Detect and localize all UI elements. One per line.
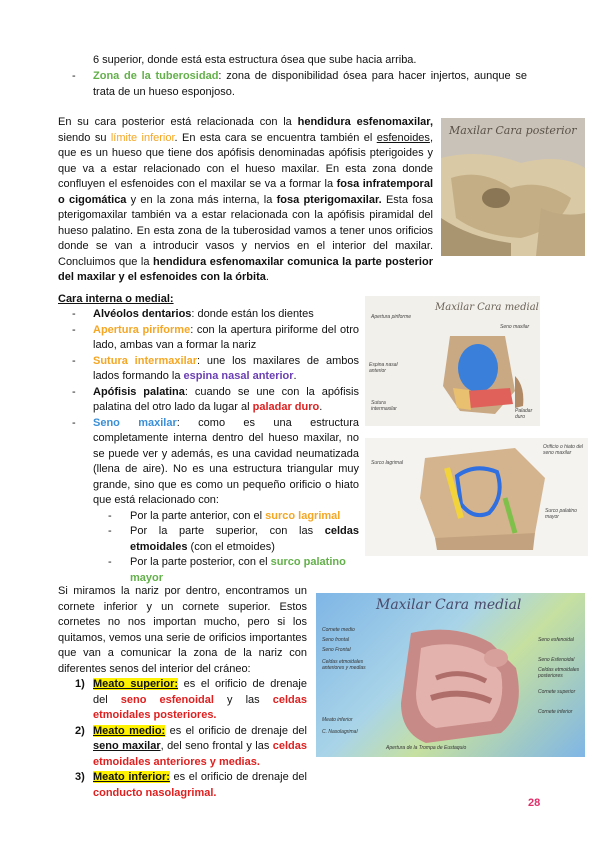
espina-label: Espina nasal anterior	[369, 362, 398, 374]
nasal-right-label: Seno esfenoidal	[538, 637, 574, 643]
nasal-bottom-label: Apertura de la Trompa de Eustaquio	[386, 745, 467, 751]
hiato-label: Orificio o hiato del seno maxilar	[543, 444, 584, 456]
posterior-face-illustration	[441, 118, 585, 256]
nasal-right-label: Celdas etmoidales posteriores	[538, 667, 580, 679]
nasal-left-label: Meato inferior	[322, 717, 353, 723]
list-item: - Sutura intermaxilar: une los maxilares de ambos lados formando la espina nasal anterior.	[72, 354, 359, 382]
cara-interna-heading: Cara interna o medial:	[58, 293, 174, 305]
nasal-caption: Maxilar Cara medial	[376, 597, 522, 613]
list-item: - Apertura piriforme: con la apertura piriforme del otro lado, ambas van a formar la nariz	[72, 323, 359, 351]
tuberosidad-item: - Zona de la tuberosidad: zona de disponibilidad ósea para hacer injertos, aunque se trata de un hueso esponjoso.	[72, 70, 527, 98]
nasal-left-label: Seno frontal	[322, 637, 349, 643]
nariz-intro: Si miramos la nariz por dentro, encontramos un cornete inferior y un cornete superior. Estos cornetes no nos importan mucho, pero si los quitamos, vemos una serie de orificios importantes que van a comunicar la zona de la nariz con diferentes senos del interior del cráneo:	[58, 585, 307, 675]
top-line-1: 6 superior, donde está esta estructura ósea que sube hacia arriba.	[93, 54, 417, 66]
interna-list	[72, 307, 359, 586]
sub-list-item: - Por la parte posterior, con el surco palatino mayor	[108, 556, 346, 584]
nasal-left-label: C. Nasolagrimal	[322, 729, 358, 735]
surco-lagrimal-label: Surco lagrimal	[371, 460, 403, 466]
list-item: 1) Meato superior: es el orificio de drenaje del seno esfenoidal y las celdas etmoidales posteriores.	[75, 678, 307, 721]
nasal-left-label: Cornete medio	[322, 627, 355, 633]
apertura-label: Apertura piriforme	[371, 314, 412, 320]
list-item: 3) Meato inferior: es el orificio de drenaje del conducto nasolagrimal.	[75, 771, 307, 799]
posterior-paragraph: En su cara posterior está relacionada con la hendidura esfenomaxilar, siendo su límite inferior. En esta cara se encuentra también el esfenoides, que es un hueso que tiene dos apófisis denominadas apófisis pterigoides y que va a estar relacionado con el hueso maxilar. En esta zona donde confluyen el esfenoides con el maxilar se va a formar la fosa infratemporal o cigomática y en la zona más interna, la fosa pterigomaxilar. Esta fosa pterigomaxilar también va a estar relacionada con la apófisis piramidal del hueso palatino. En esta zona de la tuberosidad vamos a tener unos orificios donde se van a introducir vasos y nervios en el interior del maxilar. Concluimos que la hendidura esfenomaxilar comunica la parte posterior del maxilar y el esfenoides con la órbita.	[58, 116, 434, 283]
nasal-right-label: Seno Esfenoidal	[538, 657, 575, 663]
nasal-left-label: Celdas etmoidales anteriores y medias	[322, 659, 366, 671]
medial-face-caption: Maxilar Cara medial	[435, 302, 539, 313]
surco-palatino-label: Surco palatino mayor	[545, 508, 577, 520]
page-number: 28	[528, 797, 541, 809]
sub-list-item: - Por la parte anterior, con el surco lagrimal	[108, 509, 341, 522]
list-item: - Alvéolos dentarios: donde están los dientes	[72, 308, 314, 320]
nasal-left-label: Seno Frontal	[322, 647, 351, 653]
paladar-label: Paladar duro	[515, 408, 533, 420]
list-item: 2) Meato medio: es el orificio de drenaje del seno maxilar, del seno frontal y las celdas etmoidales anteriores y medias.	[75, 724, 307, 768]
posterior-face-caption: Maxilar Cara posterior	[449, 124, 577, 137]
nasal-right-label: Cornete superior	[538, 689, 576, 695]
sutura-label: Sutura intermaxilar	[371, 400, 397, 412]
list-item: - Seno maxilar: como es una estructura completamente interna dentro del hueso maxilar, no se puede ver y además, es una cavidad neumatizada (llena de aire). No es una estructura triangular muy grande, sino que es como un pequeño orificio o hiato que está relacionado con:	[72, 416, 360, 506]
seno-maxilar-photo	[365, 438, 588, 556]
seno-label: Seno maxilar	[500, 324, 530, 330]
list-item: - Apófisis palatina: cuando se une con la apófisis palatina del otro lado da lugar al paladar duro.	[72, 385, 359, 413]
meatos-list	[72, 677, 307, 801]
posterior-face-photo	[441, 118, 585, 256]
limite-inferior: límite inferior	[110, 131, 175, 144]
nasal-cavity-photo	[316, 593, 585, 757]
medial-face-photo	[365, 296, 540, 426]
sub-list-item: - Por la parte superior, con las celdas etmoidales (con el etmoides)	[108, 525, 359, 553]
tuberosidad-label: Zona de la tuberosidad	[93, 70, 219, 82]
nasal-right-label: Cornete inferior	[538, 709, 573, 715]
